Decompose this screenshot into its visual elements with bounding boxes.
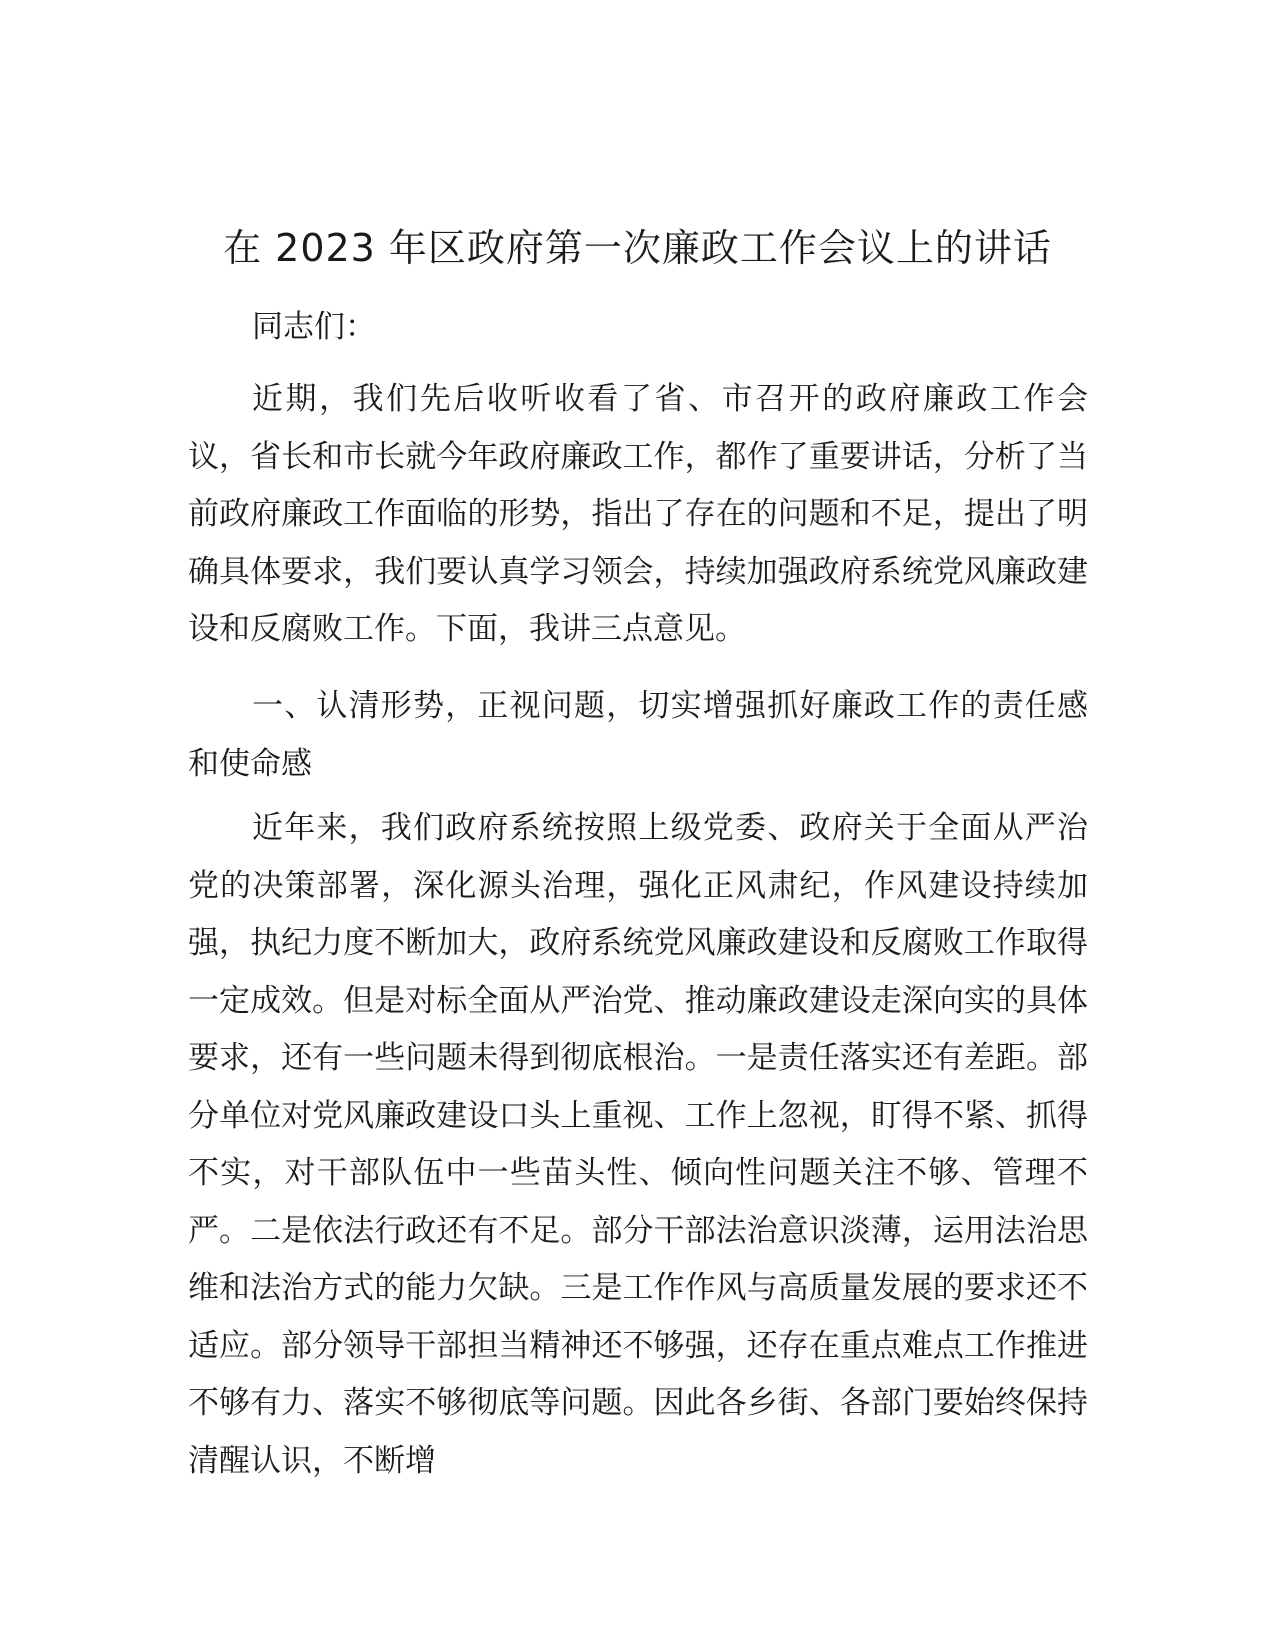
greeting: 同志们： xyxy=(252,309,376,345)
section-heading-1: 一、认清形势，正视问题，切实增强抓好廉政工作的责任感和使命感 xyxy=(188,688,1088,782)
paragraph-intro: 近期，我们先后收听收看了省、市召开的政府廉政工作会议，省长和市长就今年政府廉政工作，都作了重要讲话，分析了当前政府廉政工作面临的形势，指出了存在的问题和不足，提出了明确具体要求，我们要认真学习领会，持续加强政府系统党风廉政建设和反腐败工作。下面，我讲三点意见。 xyxy=(188,381,1088,647)
paragraph-section-1: 近年来，我们政府系统按照上级党委、政府关于全面从严治党的决策部署，深化源头治理，强化正风肃纪，作风建设持续加强，执纪力度不断加大，政府系统党风廉政建设和反腐败工作取得一定成效。但是对标全面从严治党、推动廉政建设走深向实的具体要求，还有一些问题未得到彻底根治。一是责任落实还有差距。部分单位对党风廉政建设口头上重视、工作上忽视，盯得不紧、抓得不实，对干部队伍中一些苗头性、倾向性问题关注不够、管理不严。二是依法行政还有不足。部分干部法治意识淡薄，运用法治思维和法治方式的能力欠缺。三是工作作风与高质量发展的要求还不适应。部分领导干部担当精神还不够强，还存在重点难点工作推进不够有力、落实不够彻底等问题。因此各乡街、各部门要始终保持清醒认识，不断增 xyxy=(188,810,1088,1479)
document-title: 在 2023 年区政府第一次廉政工作会议上的讲话 xyxy=(223,226,1052,270)
